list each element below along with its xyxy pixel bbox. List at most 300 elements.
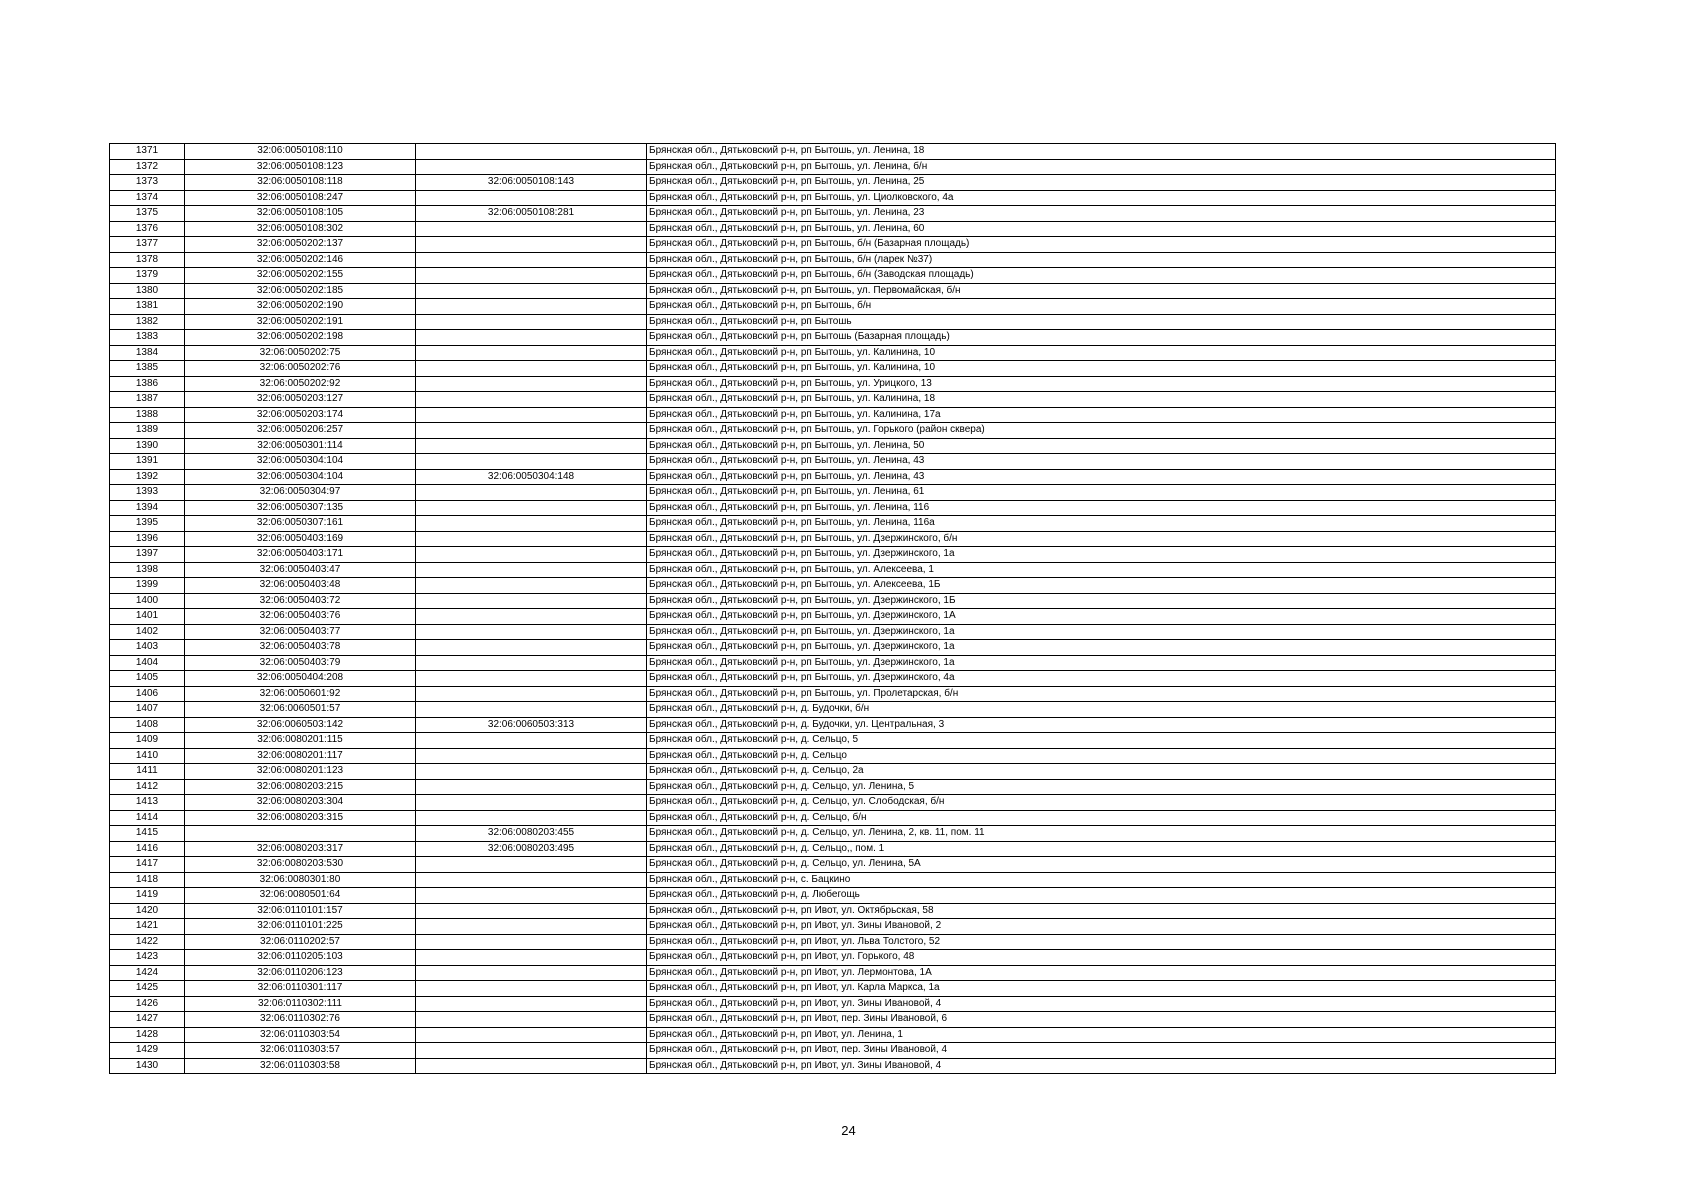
related-cadastral-number-cell (416, 671, 647, 687)
address-cell: Брянская обл., Дятьковский р-н, рп Бытошь, ул. Пролетарская, б/н (647, 686, 1556, 702)
related-cadastral-number-cell (416, 919, 647, 935)
table-row (110, 640, 1556, 656)
cadastral-number-cell: 32:06:0110205:103 (185, 950, 416, 966)
table-row (110, 810, 1556, 826)
row-number-cell: 1396 (110, 531, 185, 547)
cadastral-number-cell: 32:06:0050403:77 (185, 624, 416, 640)
related-cadastral-number-cell (416, 702, 647, 718)
address-cell: Брянская обл., Дятьковский р-н, рп Ивот, ул. Карла Маркса, 1а (647, 981, 1556, 997)
table-row (110, 1058, 1556, 1074)
cadastral-number-cell: 32:06:0080201:123 (185, 764, 416, 780)
table-row (110, 764, 1556, 780)
related-cadastral-number-cell (416, 345, 647, 361)
cadastral-number-cell: 32:06:0060503:142 (185, 717, 416, 733)
related-cadastral-number-cell (416, 485, 647, 501)
address-cell: Брянская обл., Дятьковский р-н, рп Бытошь (Базарная площадь) (647, 330, 1556, 346)
related-cadastral-number-cell (416, 392, 647, 408)
related-cadastral-number-cell (416, 872, 647, 888)
related-cadastral-number-cell: 32:06:0080203:495 (416, 841, 647, 857)
related-cadastral-number-cell (416, 779, 647, 795)
row-number-cell: 1374 (110, 190, 185, 206)
address-cell: Брянская обл., Дятьковский р-н, рп Ивот, ул. Октябрьская, 58 (647, 903, 1556, 919)
row-number-cell: 1409 (110, 733, 185, 749)
address-cell: Брянская обл., Дятьковский р-н, рп Бытошь, ул. Ленина, 116 (647, 500, 1556, 516)
address-cell: Брянская обл., Дятьковский р-н, рп Бытошь, ул. Алексеева, 1Б (647, 578, 1556, 594)
table-row (110, 1043, 1556, 1059)
row-number-cell: 1420 (110, 903, 185, 919)
row-number-cell: 1397 (110, 547, 185, 563)
row-number-cell: 1427 (110, 1012, 185, 1028)
related-cadastral-number-cell (416, 857, 647, 873)
cadastral-number-cell: 32:06:0050403:171 (185, 547, 416, 563)
cadastral-number-cell: 32:06:0050304:97 (185, 485, 416, 501)
address-cell: Брянская обл., Дятьковский р-н, рп Бытошь, ул. Ленина, 25 (647, 175, 1556, 191)
table-row (110, 965, 1556, 981)
cadastral-number-cell: 32:06:0050202:198 (185, 330, 416, 346)
address-cell: Брянская обл., Дятьковский р-н, д. Сельцо (647, 748, 1556, 764)
row-number-cell: 1378 (110, 252, 185, 268)
cadastral-number-cell: 32:06:0050202:75 (185, 345, 416, 361)
table-row (110, 624, 1556, 640)
row-number-cell: 1388 (110, 407, 185, 423)
address-cell: Брянская обл., Дятьковский р-н, рп Бытошь, ул. Дзержинского, 1Б (647, 593, 1556, 609)
row-number-cell: 1416 (110, 841, 185, 857)
row-number-cell: 1389 (110, 423, 185, 439)
table-row (110, 531, 1556, 547)
row-number-cell: 1412 (110, 779, 185, 795)
cadastral-number-cell: 32:06:0080301:80 (185, 872, 416, 888)
address-cell: Брянская обл., Дятьковский р-н, рп Бытошь, ул. Ленина, 116а (647, 516, 1556, 532)
table-row (110, 500, 1556, 516)
related-cadastral-number-cell: 32:06:0050108:143 (416, 175, 647, 191)
related-cadastral-number-cell (416, 314, 647, 330)
row-number-cell: 1411 (110, 764, 185, 780)
row-number-cell: 1390 (110, 438, 185, 454)
address-cell: Брянская обл., Дятьковский р-н, рп Ивот, ул. Ленина, 1 (647, 1027, 1556, 1043)
address-cell: Брянская обл., Дятьковский р-н, рп Бытошь, ул. Ленина, 43 (647, 469, 1556, 485)
address-cell: Брянская обл., Дятьковский р-н, д. Будочки, б/н (647, 702, 1556, 718)
table-row (110, 841, 1556, 857)
address-cell: Брянская обл., Дятьковский р-н, рп Бытошь, ул. Дзержинского, 1А (647, 609, 1556, 625)
row-number-cell: 1417 (110, 857, 185, 873)
cadastral-number-cell: 32:06:0050304:104 (185, 469, 416, 485)
cadastral-number-cell: 32:06:0050403:47 (185, 562, 416, 578)
cadastral-number-cell: 32:06:0080203:315 (185, 810, 416, 826)
address-cell: Брянская обл., Дятьковский р-н, рп Бытошь, ул. Урицкого, 13 (647, 376, 1556, 392)
row-number-cell: 1384 (110, 345, 185, 361)
table-row (110, 671, 1556, 687)
cadastral-number-cell: 32:06:0050108:110 (185, 144, 416, 160)
page-number: 24 (841, 1123, 856, 1138)
address-cell: Брянская обл., Дятьковский р-н, рп Бытошь, ул. Ленина, 23 (647, 206, 1556, 222)
related-cadastral-number-cell (416, 190, 647, 206)
row-number-cell: 1394 (110, 500, 185, 516)
address-cell: Брянская обл., Дятьковский р-н, д. Сельцо, ул. Ленина, 5 (647, 779, 1556, 795)
cadastral-number-cell: 32:06:0080501:64 (185, 888, 416, 904)
row-number-cell: 1422 (110, 934, 185, 950)
cadastral-number-cell: 32:06:0080203:530 (185, 857, 416, 873)
table-row (110, 1012, 1556, 1028)
table-row (110, 144, 1556, 160)
row-number-cell: 1404 (110, 655, 185, 671)
cadastral-number-cell: 32:06:0050301:114 (185, 438, 416, 454)
related-cadastral-number-cell (416, 144, 647, 160)
row-number-cell: 1401 (110, 609, 185, 625)
related-cadastral-number-cell (416, 733, 647, 749)
address-cell: Брянская обл., Дятьковский р-н, рп Ивот, ул. Зины Ивановой, 4 (647, 996, 1556, 1012)
address-cell: Брянская обл., Дятьковский р-н, рп Бытошь, ул. Калинина, 10 (647, 345, 1556, 361)
related-cadastral-number-cell (416, 996, 647, 1012)
table-row (110, 919, 1556, 935)
row-number-cell: 1429 (110, 1043, 185, 1059)
address-cell: Брянская обл., Дятьковский р-н, рп Бытошь, ул. Дзержинского, 1а (647, 640, 1556, 656)
address-cell: Брянская обл., Дятьковский р-н, рп Бытошь, ул. Горького (район сквера) (647, 423, 1556, 439)
table-row (110, 733, 1556, 749)
cadastral-number-cell: 32:06:0050403:76 (185, 609, 416, 625)
cadastral-number-cell: 32:06:0110101:157 (185, 903, 416, 919)
row-number-cell: 1423 (110, 950, 185, 966)
address-cell: Брянская обл., Дятьковский р-н, рп Бытошь, ул. Дзержинского, 1а (647, 655, 1556, 671)
table-row (110, 252, 1556, 268)
cadastral-number-cell: 32:06:0050403:79 (185, 655, 416, 671)
related-cadastral-number-cell: 32:06:0080203:455 (416, 826, 647, 842)
related-cadastral-number-cell (416, 888, 647, 904)
address-cell: Брянская обл., Дятьковский р-н, рп Бытошь, ул. Ленина, 50 (647, 438, 1556, 454)
address-cell: Брянская обл., Дятьковский р-н, рп Ивот, ул. Льва Толстого, 52 (647, 934, 1556, 950)
address-cell: Брянская обл., Дятьковский р-н, рп Ивот, пер. Зины Ивановой, 4 (647, 1043, 1556, 1059)
row-number-cell: 1402 (110, 624, 185, 640)
table-row (110, 361, 1556, 377)
table-row (110, 454, 1556, 470)
related-cadastral-number-cell (416, 764, 647, 780)
related-cadastral-number-cell (416, 655, 647, 671)
table-row (110, 469, 1556, 485)
address-cell: Брянская обл., Дятьковский р-н, рп Бытошь, ул. Дзержинского, 1а (647, 624, 1556, 640)
address-cell: Брянская обл., Дятьковский р-н, рп Бытошь, б/н (647, 299, 1556, 315)
address-cell: Брянская обл., Дятьковский р-н, д. Сельцо, 2а (647, 764, 1556, 780)
cadastral-number-cell: 32:06:0050202:155 (185, 268, 416, 284)
address-cell: Брянская обл., Дятьковский р-н, рп Бытошь, ул. Калинина, 17а (647, 407, 1556, 423)
cadastral-number-cell: 32:06:0050108:247 (185, 190, 416, 206)
address-cell: Брянская обл., Дятьковский р-н, д. Сельцо, б/н (647, 810, 1556, 826)
table-row (110, 748, 1556, 764)
cadastral-number-cell: 32:06:0050203:127 (185, 392, 416, 408)
cadastral-number-cell: 32:06:0110303:54 (185, 1027, 416, 1043)
address-cell: Брянская обл., Дятьковский р-н, рп Бытошь, ул. Ленина, 61 (647, 485, 1556, 501)
row-number-cell: 1426 (110, 996, 185, 1012)
table-row (110, 237, 1556, 253)
row-number-cell: 1380 (110, 283, 185, 299)
address-cell: Брянская обл., Дятьковский р-н, рп Бытошь, ул. Циолковского, 4а (647, 190, 1556, 206)
related-cadastral-number-cell (416, 1012, 647, 1028)
row-number-cell: 1383 (110, 330, 185, 346)
row-number-cell: 1406 (110, 686, 185, 702)
cadastral-number-cell: 32:06:0050206:257 (185, 423, 416, 439)
cadastral-number-cell: 32:06:0110301:117 (185, 981, 416, 997)
table-row (110, 562, 1556, 578)
row-number-cell: 1428 (110, 1027, 185, 1043)
table-row (110, 872, 1556, 888)
table-row (110, 392, 1556, 408)
cadastral-number-cell: 32:06:0050307:135 (185, 500, 416, 516)
table-row (110, 934, 1556, 950)
cadastral-number-cell: 32:06:0050403:72 (185, 593, 416, 609)
table-row (110, 795, 1556, 811)
table-row (110, 686, 1556, 702)
table-row (110, 578, 1556, 594)
address-cell: Брянская обл., Дятьковский р-н, рп Бытошь (647, 314, 1556, 330)
related-cadastral-number-cell (416, 934, 647, 950)
table-row (110, 547, 1556, 563)
row-number-cell: 1391 (110, 454, 185, 470)
table-row (110, 996, 1556, 1012)
cadastral-number-cell: 32:06:0050108:105 (185, 206, 416, 222)
row-number-cell: 1377 (110, 237, 185, 253)
address-cell: Брянская обл., Дятьковский р-н, рп Бытошь, ул. Ленина, 18 (647, 144, 1556, 160)
row-number-cell: 1372 (110, 159, 185, 175)
table-row (110, 268, 1556, 284)
cadastral-number-cell: 32:06:0050203:174 (185, 407, 416, 423)
cadastral-number-cell: 32:06:0110302:111 (185, 996, 416, 1012)
cadastral-number-cell: 32:06:0050202:137 (185, 237, 416, 253)
row-number-cell: 1418 (110, 872, 185, 888)
row-number-cell: 1405 (110, 671, 185, 687)
table-row (110, 299, 1556, 315)
related-cadastral-number-cell (416, 252, 647, 268)
cadastral-number-cell: 32:06:0050403:169 (185, 531, 416, 547)
table-row (110, 345, 1556, 361)
address-cell: Брянская обл., Дятьковский р-н, рп Ивот, пер. Зины Ивановой, 6 (647, 1012, 1556, 1028)
table-row (110, 407, 1556, 423)
related-cadastral-number-cell: 32:06:0060503:313 (416, 717, 647, 733)
related-cadastral-number-cell (416, 686, 647, 702)
row-number-cell: 1399 (110, 578, 185, 594)
cadastral-number-cell: 32:06:0110202:57 (185, 934, 416, 950)
related-cadastral-number-cell (416, 407, 647, 423)
related-cadastral-number-cell (416, 624, 647, 640)
table-row (110, 981, 1556, 997)
address-cell: Брянская обл., Дятьковский р-н, рп Бытошь, ул. Ленина, 43 (647, 454, 1556, 470)
related-cadastral-number-cell (416, 547, 647, 563)
related-cadastral-number-cell (416, 438, 647, 454)
cadastral-number-cell: 32:06:0110101:225 (185, 919, 416, 935)
table-row (110, 655, 1556, 671)
row-number-cell: 1400 (110, 593, 185, 609)
address-cell: Брянская обл., Дятьковский р-н, д. Любегощь (647, 888, 1556, 904)
cadastral-number-cell: 32:06:0080201:115 (185, 733, 416, 749)
row-number-cell: 1413 (110, 795, 185, 811)
address-cell: Брянская обл., Дятьковский р-н, рп Бытошь, ул. Калинина, 18 (647, 392, 1556, 408)
row-number-cell: 1419 (110, 888, 185, 904)
row-number-cell: 1376 (110, 221, 185, 237)
cadastral-number-cell: 32:06:0080203:304 (185, 795, 416, 811)
row-number-cell: 1415 (110, 826, 185, 842)
cadastral-number-cell: 32:06:0050202:76 (185, 361, 416, 377)
related-cadastral-number-cell (416, 531, 647, 547)
table-row (110, 950, 1556, 966)
table-row (110, 330, 1556, 346)
table-row (110, 1027, 1556, 1043)
cadastral-number-cell: 32:06:0050108:118 (185, 175, 416, 191)
related-cadastral-number-cell (416, 361, 647, 377)
related-cadastral-number-cell (416, 950, 647, 966)
row-number-cell: 1410 (110, 748, 185, 764)
address-cell: Брянская обл., Дятьковский р-н, д. Сельцо, 5 (647, 733, 1556, 749)
row-number-cell: 1375 (110, 206, 185, 222)
table-row (110, 314, 1556, 330)
table-row (110, 159, 1556, 175)
related-cadastral-number-cell (416, 500, 647, 516)
row-number-cell: 1381 (110, 299, 185, 315)
related-cadastral-number-cell (416, 221, 647, 237)
related-cadastral-number-cell (416, 283, 647, 299)
row-number-cell: 1382 (110, 314, 185, 330)
table-row (110, 190, 1556, 206)
related-cadastral-number-cell (416, 965, 647, 981)
table-row (110, 221, 1556, 237)
related-cadastral-number-cell (416, 795, 647, 811)
related-cadastral-number-cell (416, 562, 647, 578)
address-cell: Брянская обл., Дятьковский р-н, с. Бацкино (647, 872, 1556, 888)
related-cadastral-number-cell (416, 748, 647, 764)
table-row (110, 826, 1556, 842)
cadastral-number-cell: 32:06:0050307:161 (185, 516, 416, 532)
table-row (110, 857, 1556, 873)
table-row (110, 206, 1556, 222)
address-cell: Брянская обл., Дятьковский р-н, рп Ивот, ул. Зины Ивановой, 4 (647, 1058, 1556, 1074)
row-number-cell: 1403 (110, 640, 185, 656)
related-cadastral-number-cell (416, 578, 647, 594)
table-row (110, 376, 1556, 392)
address-cell: Брянская обл., Дятьковский р-н, рп Бытошь, ул. Ленина, 60 (647, 221, 1556, 237)
address-cell: Брянская обл., Дятьковский р-н, рп Бытошь, ул. Первомайская, б/н (647, 283, 1556, 299)
address-cell: Брянская обл., Дятьковский р-н, д. Будочки, ул. Центральная, 3 (647, 717, 1556, 733)
row-number-cell: 1373 (110, 175, 185, 191)
related-cadastral-number-cell (416, 593, 647, 609)
related-cadastral-number-cell (416, 159, 647, 175)
cadastral-number-cell: 32:06:0110303:58 (185, 1058, 416, 1074)
related-cadastral-number-cell (416, 330, 647, 346)
row-number-cell: 1395 (110, 516, 185, 532)
address-cell: Брянская обл., Дятьковский р-н, рп Бытошь, ул. Дзержинского, 1а (647, 547, 1556, 563)
address-cell: Брянская обл., Дятьковский р-н, рп Бытошь, ул. Дзержинского, 4а (647, 671, 1556, 687)
related-cadastral-number-cell: 32:06:0050108:281 (416, 206, 647, 222)
related-cadastral-number-cell (416, 903, 647, 919)
cadastral-number-cell: 32:06:0050601:92 (185, 686, 416, 702)
row-number-cell: 1392 (110, 469, 185, 485)
address-cell: Брянская обл., Дятьковский р-н, д. Сельцо,, пом. 1 (647, 841, 1556, 857)
table-row (110, 593, 1556, 609)
cadastral-number-cell: 32:06:0050202:92 (185, 376, 416, 392)
address-cell: Брянская обл., Дятьковский р-н, рп Бытошь, б/н (Заводская площадь) (647, 268, 1556, 284)
cadastral-number-cell: 32:06:0110302:76 (185, 1012, 416, 1028)
related-cadastral-number-cell: 32:06:0050304:148 (416, 469, 647, 485)
table-row (110, 702, 1556, 718)
row-number-cell: 1425 (110, 981, 185, 997)
cadastral-number-cell: 32:06:0050202:190 (185, 299, 416, 315)
address-cell: Брянская обл., Дятьковский р-н, рп Ивот, ул. Зины Ивановой, 2 (647, 919, 1556, 935)
cadastral-number-cell: 32:06:0050304:104 (185, 454, 416, 470)
address-cell: Брянская обл., Дятьковский р-н, д. Сельцо, ул. Ленина, 5А (647, 857, 1556, 873)
row-number-cell: 1385 (110, 361, 185, 377)
table-row (110, 485, 1556, 501)
row-number-cell: 1379 (110, 268, 185, 284)
related-cadastral-number-cell (416, 810, 647, 826)
cadastral-number-cell: 32:06:0050202:185 (185, 283, 416, 299)
property-table-body (110, 144, 1556, 1074)
table-row (110, 717, 1556, 733)
related-cadastral-number-cell (416, 454, 647, 470)
cadastral-number-cell: 32:06:0060501:57 (185, 702, 416, 718)
table-row (110, 903, 1556, 919)
row-number-cell: 1414 (110, 810, 185, 826)
cadastral-number-cell: 32:06:0050403:48 (185, 578, 416, 594)
related-cadastral-number-cell (416, 237, 647, 253)
related-cadastral-number-cell (416, 640, 647, 656)
address-cell: Брянская обл., Дятьковский р-н, рп Ивот, ул. Горького, 48 (647, 950, 1556, 966)
row-number-cell: 1408 (110, 717, 185, 733)
address-cell: Брянская обл., Дятьковский р-н, д. Сельцо, ул. Слободская, б/н (647, 795, 1556, 811)
table-row (110, 283, 1556, 299)
table-row (110, 438, 1556, 454)
table-row (110, 175, 1556, 191)
related-cadastral-number-cell (416, 423, 647, 439)
related-cadastral-number-cell (416, 1027, 647, 1043)
cadastral-number-cell (185, 826, 416, 842)
row-number-cell: 1407 (110, 702, 185, 718)
address-cell: Брянская обл., Дятьковский р-н, д. Сельцо, ул. Ленина, 2, кв. 11, пом. 11 (647, 826, 1556, 842)
row-number-cell: 1421 (110, 919, 185, 935)
cadastral-number-cell: 32:06:0050202:146 (185, 252, 416, 268)
cadastral-number-cell: 32:06:0110206:123 (185, 965, 416, 981)
address-cell: Брянская обл., Дятьковский р-н, рп Бытошь, ул. Ленина, б/н (647, 159, 1556, 175)
row-number-cell: 1398 (110, 562, 185, 578)
cadastral-number-cell: 32:06:0050403:78 (185, 640, 416, 656)
related-cadastral-number-cell (416, 516, 647, 532)
table-row (110, 779, 1556, 795)
related-cadastral-number-cell (416, 376, 647, 392)
related-cadastral-number-cell (416, 609, 647, 625)
table-row (110, 609, 1556, 625)
related-cadastral-number-cell (416, 268, 647, 284)
row-number-cell: 1387 (110, 392, 185, 408)
cadastral-number-cell: 32:06:0050108:123 (185, 159, 416, 175)
cadastral-number-cell: 32:06:0080203:215 (185, 779, 416, 795)
related-cadastral-number-cell (416, 1043, 647, 1059)
cadastral-number-cell: 32:06:0050202:191 (185, 314, 416, 330)
table-row (110, 888, 1556, 904)
row-number-cell: 1393 (110, 485, 185, 501)
property-table (109, 143, 1556, 1074)
row-number-cell: 1371 (110, 144, 185, 160)
cadastral-number-cell: 32:06:0080201:117 (185, 748, 416, 764)
cadastral-number-cell: 32:06:0050404:208 (185, 671, 416, 687)
address-cell: Брянская обл., Дятьковский р-н, рп Бытошь, б/н (ларек №37) (647, 252, 1556, 268)
address-cell: Брянская обл., Дятьковский р-н, рп Бытошь, б/н (Базарная площадь) (647, 237, 1556, 253)
related-cadastral-number-cell (416, 981, 647, 997)
address-cell: Брянская обл., Дятьковский р-н, рп Ивот, ул. Лермонтова, 1А (647, 965, 1556, 981)
cadastral-number-cell: 32:06:0080203:317 (185, 841, 416, 857)
cadastral-number-cell: 32:06:0050108:302 (185, 221, 416, 237)
address-cell: Брянская обл., Дятьковский р-н, рп Бытошь, ул. Дзержинского, б/н (647, 531, 1556, 547)
row-number-cell: 1424 (110, 965, 185, 981)
related-cadastral-number-cell (416, 1058, 647, 1074)
cadastral-number-cell: 32:06:0110303:57 (185, 1043, 416, 1059)
row-number-cell: 1430 (110, 1058, 185, 1074)
address-cell: Брянская обл., Дятьковский р-н, рп Бытошь, ул. Алексеева, 1 (647, 562, 1556, 578)
related-cadastral-number-cell (416, 299, 647, 315)
row-number-cell: 1386 (110, 376, 185, 392)
